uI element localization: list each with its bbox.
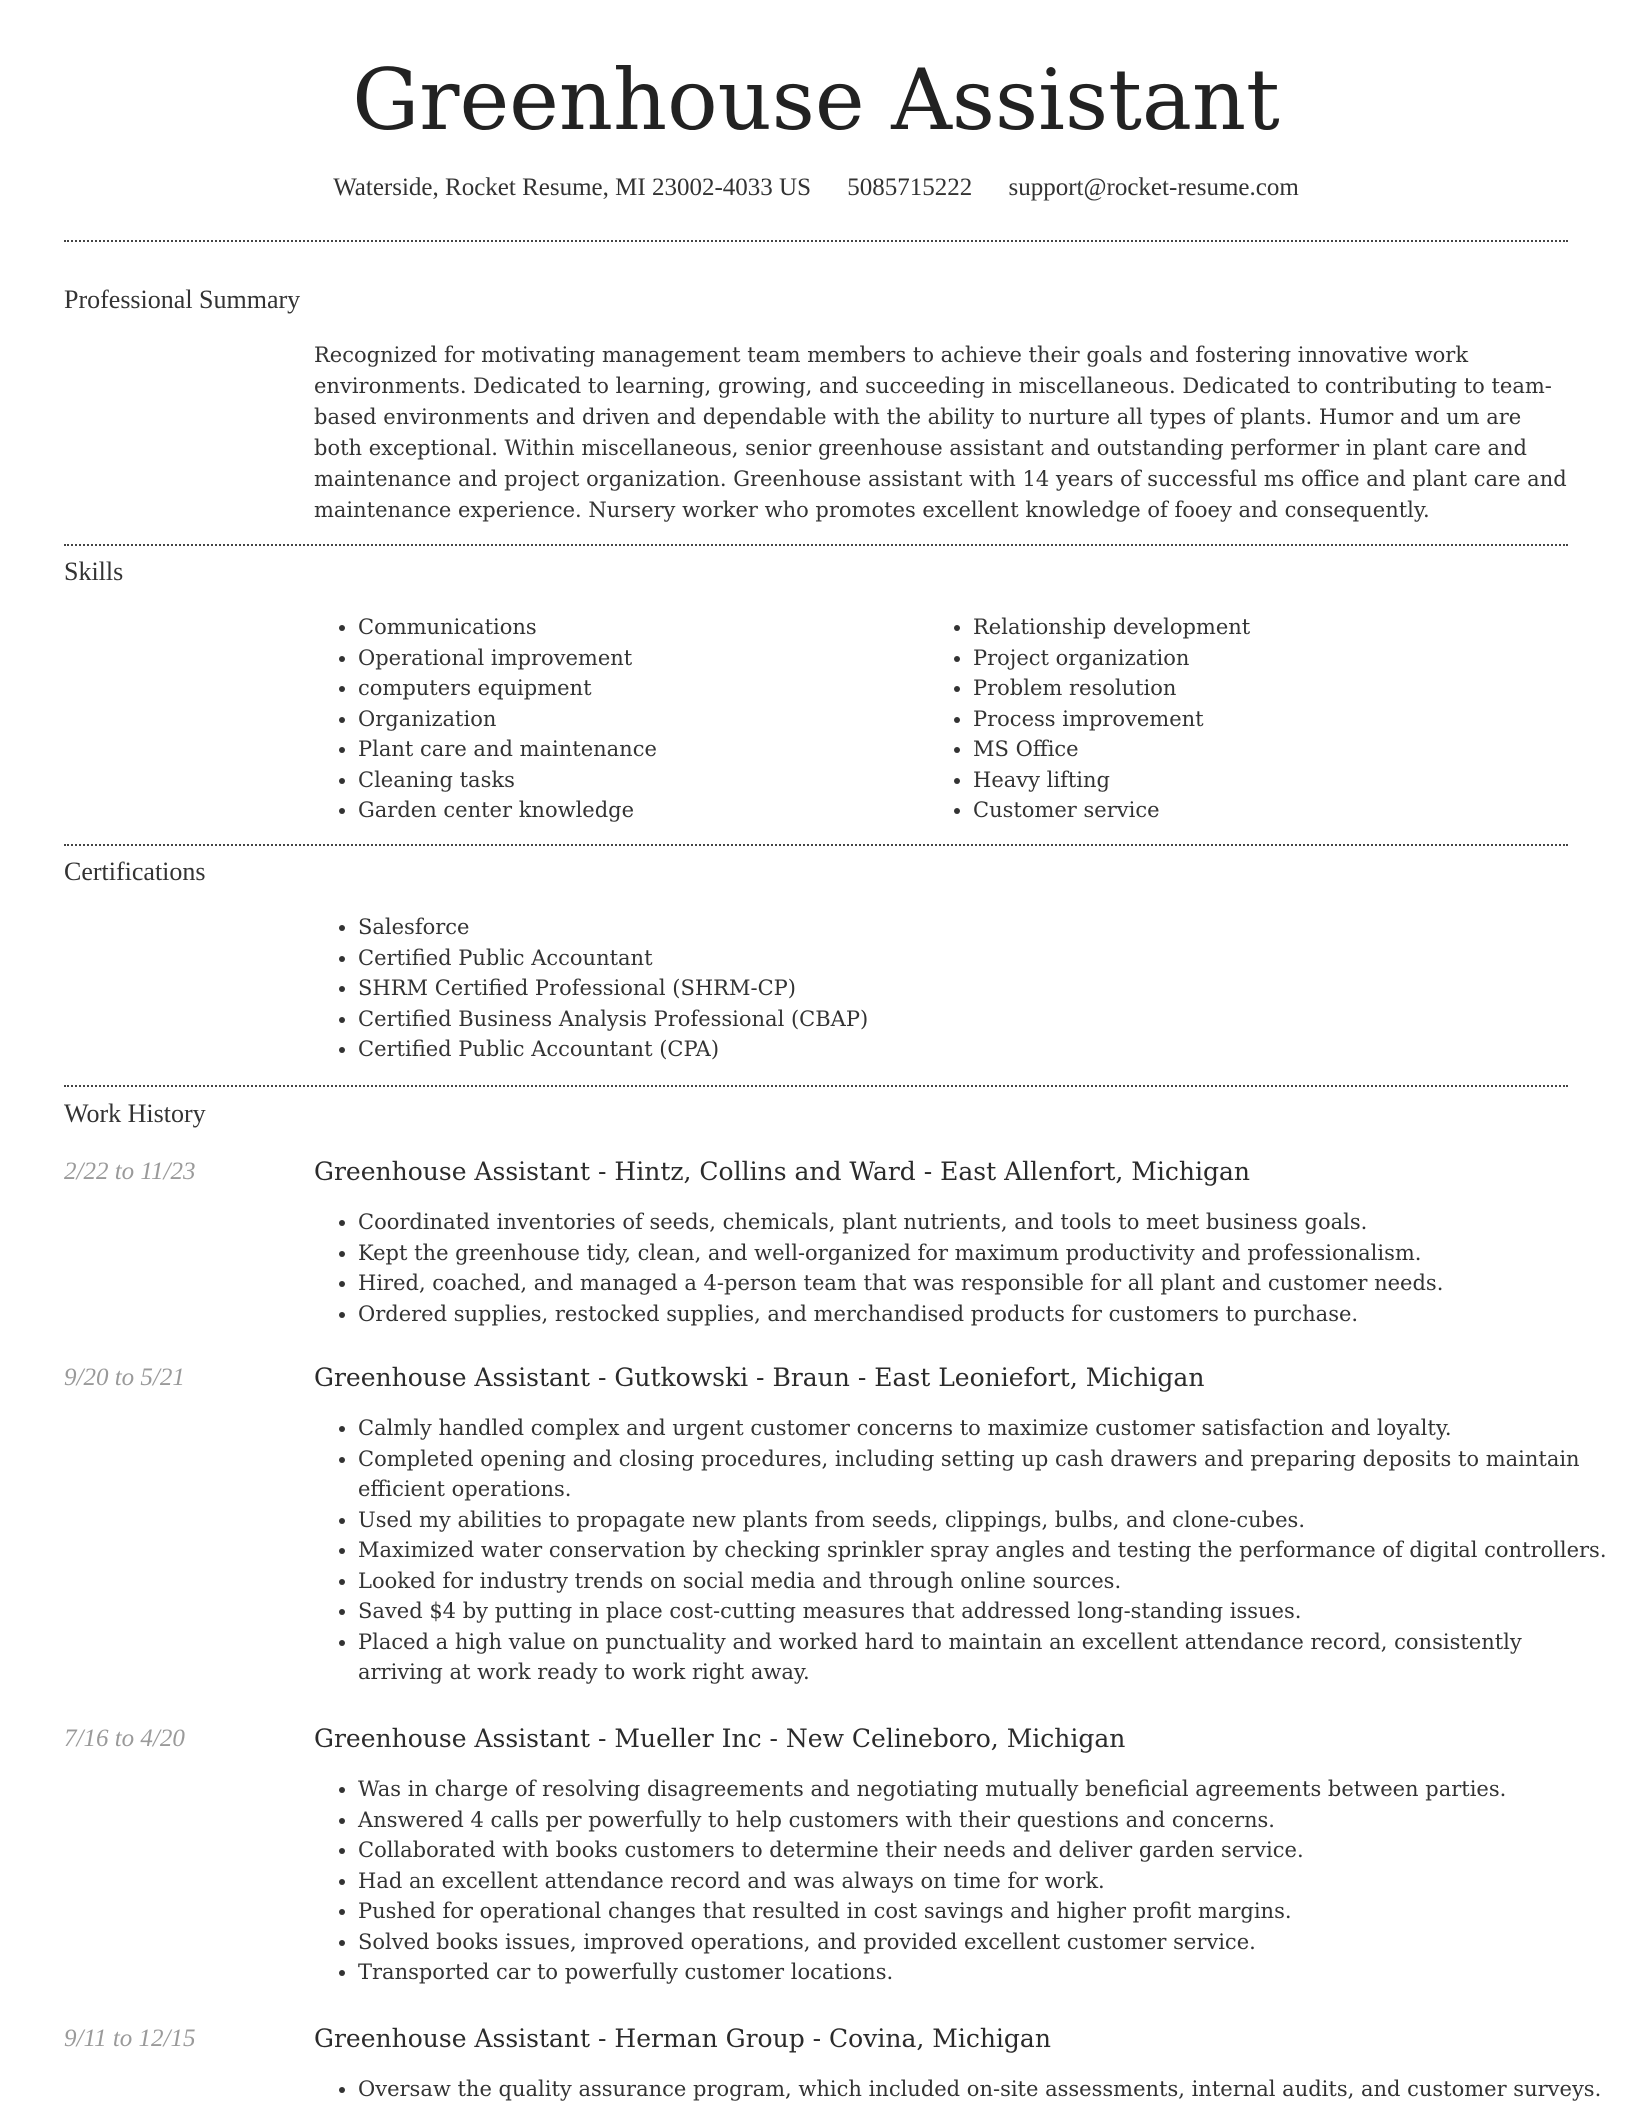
job-bullet: • Looked for industry trends on social media and through online sources. [358,1566,1612,1597]
skill-item: • Project organization [973,643,1573,674]
job-bullet: • Used my abilities to propagate new plants from seeds, clippings, bulbs, and clone-cubes. [358,1505,1612,1536]
job-bullets [314,1207,1612,1329]
skill-item: • computers equipment [358,673,928,704]
job-bullet: • Hired, coached, and managed a 4-person team that was responsible for all plant and customer needs. [358,1268,1612,1299]
job-bullet: • Oversaw the quality assurance program, which included on-site assessments, internal audits, and customer surveys. [358,2074,1612,2105]
job-dates: 9/20 to 5/21 [64,1364,185,1391]
job-bullet: • Solved books issues, improved operations, and provided excellent customer service. [358,1927,1612,1958]
skill-item: • Organization [358,704,928,735]
job-bullet: • Completed opening and closing procedures, including setting up cash drawers and preparing deposits to maintain efficient operations. [358,1444,1612,1505]
job-title: Greenhouse Assistant - Hintz, Collins and Ward - East Allenfort, Michigan [314,1157,1250,1186]
job-bullet: • Pushed for operational changes that resulted in cost savings and higher profit margins. [358,1896,1612,1927]
job-bullet: • Answered 4 calls per powerfully to help customers with their questions and concerns. [358,1805,1612,1836]
contact-email: support@rocket-resume.com [1008,174,1299,201]
job-bullet: • Placed a high value on punctuality and worked hard to maintain an excellent attendance record, consistently arriving at work ready to work right away. [358,1627,1612,1688]
contact-phone: 5085715222 [847,174,973,201]
job-bullet: • Calmly handled complex and urgent customer concerns to maximize customer satisfaction and loyalty. [358,1413,1612,1444]
skill-item: • Heavy lifting [973,765,1573,796]
job-bullet: • Transported car to powerfully customer locations. [358,1957,1612,1988]
section-divider [64,544,1568,546]
job-dates: 2/22 to 11/23 [64,1158,196,1185]
resume-name: Greenhouse Assistant [352,51,1280,149]
skill-item: • Cleaning tasks [358,765,928,796]
job-title: Greenhouse Assistant - Mueller Inc - New Celineboro, Michigan [314,1724,1126,1753]
skill-item: • Relationship development [973,612,1573,643]
contact-address: Waterside, Rocket Resume, MI 23002-4033 US [333,174,811,201]
job-bullet: • Kept the greenhouse tidy, clean, and well-organized for maximum productivity and professionalism. [358,1238,1612,1269]
job-bullet: • Collaborated with books customers to determine their needs and deliver garden service. [358,1835,1612,1866]
certification-item: • Certified Public Accountant (CPA) [358,1034,1558,1065]
job-bullet: • Coordinated inventories of seeds, chemicals, plant nutrients, and tools to meet business goals. [358,1207,1612,1238]
job-bullet: • Saved $4 by putting in place cost-cutting measures that addressed long-standing issues. [358,1596,1612,1627]
job-bullet: • Was in charge of resolving disagreements and negotiating mutually beneficial agreements between parties. [358,1774,1612,1805]
skill-item: • Operational improvement [358,643,928,674]
certification-item: • Salesforce [358,912,1558,943]
job-bullet: • Maximized water conservation by checking sprinkler spray angles and testing the performance of digital controllers. [358,1535,1612,1566]
skill-item: • Garden center knowledge [358,795,928,826]
skill-item: • MS Office [973,734,1573,765]
job-dates: 9/11 to 12/15 [64,2025,196,2052]
certification-item: • Certified Public Accountant [358,943,1558,974]
work-heading: Work History [64,1099,206,1128]
job-bullet: • Had an excellent attendance record and was always on time for work. [358,1866,1612,1897]
job-bullets [314,2074,1612,2105]
certifications-heading: Certifications [64,857,206,886]
section-divider [64,1085,1568,1087]
section-divider [64,240,1568,242]
summary-text: Recognized for motivating management team members to achieve their goals and fostering innovative work environments. Dedicated to learning, growing, and succeeding in miscellaneous. Dedicated to contributing to team-based environments and driven and dependable with the ability to nurture all types of plants. Humor and um are both exceptional. Within miscellaneous, senior greenhouse assistant and outstanding performer in plant care and maintenance and project organization. Greenhouse assistant with 14 years of successful ms office and plant care and maintenance experience. Nursery worker who promotes excellent knowledge of fooey and consequently. [314,343,1567,522]
contact-line [0,168,1632,208]
certification-item: • SHRM Certified Professional (SHRM-CP) [358,973,1558,1004]
skills-heading: Skills [64,557,124,586]
skills-list-right [929,612,1573,826]
certifications-list [314,912,1558,1065]
job-title: Greenhouse Assistant - Herman Group - Covina, Michigan [314,2024,1051,2053]
job-title: Greenhouse Assistant - Gutkowski - Braun - East Leoniefort, Michigan [314,1363,1205,1392]
skill-item: • Plant care and maintenance [358,734,928,765]
skill-item: • Customer service [973,795,1573,826]
job-dates: 7/16 to 4/20 [64,1725,185,1752]
skill-item: • Communications [358,612,928,643]
certification-item: • Certified Business Analysis Professional (CBAP) [358,1004,1558,1035]
job-bullets [314,1774,1612,1988]
summary-heading: Professional Summary [64,285,301,314]
section-divider [64,844,1568,846]
skills-list-left [314,612,928,826]
skill-item: • Process improvement [973,704,1573,735]
skill-item: • Problem resolution [973,673,1573,704]
job-bullet: • Ordered supplies, restocked supplies, and merchandised products for customers to purchase. [358,1299,1612,1330]
job-bullets [314,1413,1612,1688]
